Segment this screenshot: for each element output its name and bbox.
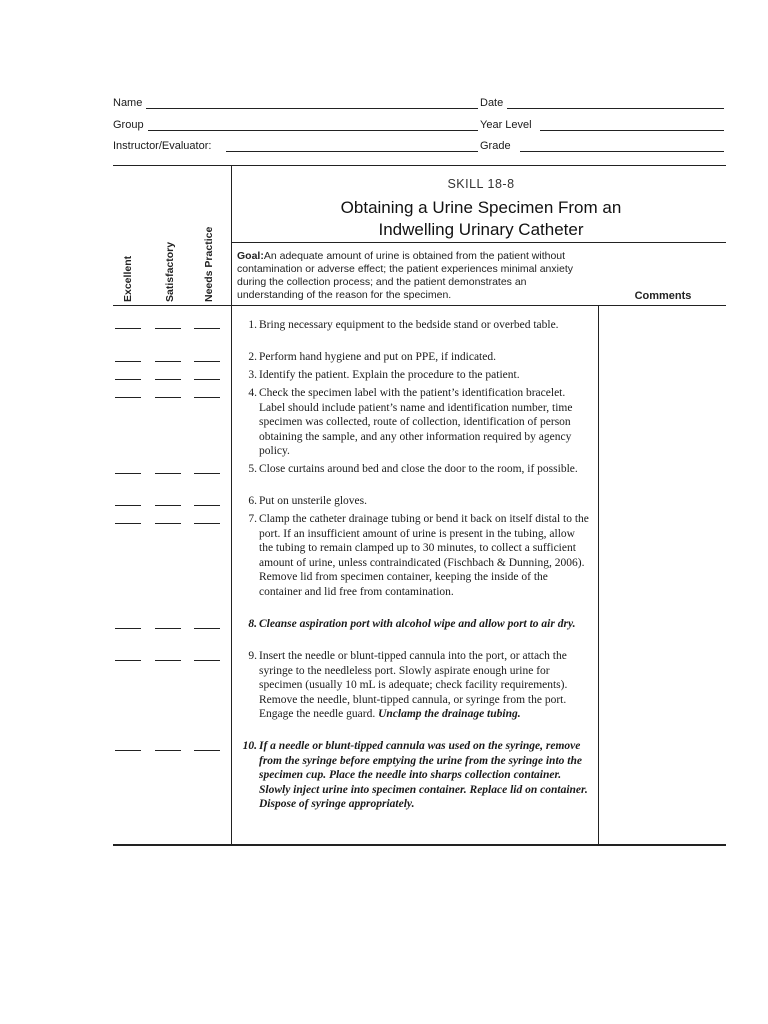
step-number: 6. xyxy=(248,495,257,507)
step-text: Check the specimen label with the patient’s identification bracelet. Label should include patient’s name and identification number, time specimen was collected, route of collection, identification of person obtaining the sample, and any other information required by agency policy. xyxy=(259,387,573,457)
step-text: Put on unsterile gloves. xyxy=(259,495,367,507)
step-4 xyxy=(237,386,589,459)
satisfactory-blank-step-3[interactable] xyxy=(155,379,181,380)
step-text: Identify the patient. Explain the procedure to the patient. xyxy=(259,369,520,381)
needs-practice-blank-step-3[interactable] xyxy=(194,379,220,380)
satisfactory-blank-step-10[interactable] xyxy=(155,750,181,751)
needs-practice-blank-step-4[interactable] xyxy=(194,397,220,398)
comments-divider xyxy=(598,305,599,845)
step-text: If a needle or blunt-tipped cannula was used on the syringe, remove from the syringe before emptying the urine from the syringe into the specimen cup. Place the needle into sharps collection container. Slowly inject urine into specimen container. Replace lid on container. Dispose of syringe appropriately. xyxy=(259,740,588,810)
satisfactory-blank-step-9[interactable] xyxy=(155,660,181,661)
instructor-field[interactable] xyxy=(226,151,478,152)
excellent-blank-step-2[interactable] xyxy=(115,361,141,362)
step-text: Insert the needle or blunt-tipped cannula into the port, or attach the syringe to the needleless port. Slowly aspirate enough urine for specimen (usually 10 mL is adequate; check facility requirements). Remove the needle, blunt-tipped cannula, or syringe from the port. Engage the needle guard. xyxy=(259,650,568,720)
instructor-label: Instructor/Evaluator: xyxy=(113,140,212,152)
name-label: Name xyxy=(113,97,143,109)
satisfactory-blank-step-5[interactable] xyxy=(155,473,181,474)
year-level-label: Year Level xyxy=(480,119,532,131)
satisfactory-blank-step-2[interactable] xyxy=(155,361,181,362)
needs-practice-blank-step-5[interactable] xyxy=(194,473,220,474)
needs-practice-blank-step-8[interactable] xyxy=(194,628,220,629)
excellent-column-label: Excellent xyxy=(122,255,134,302)
step-7 xyxy=(237,512,589,599)
step-9 xyxy=(237,649,589,722)
step-text: Close curtains around bed and close the door to the room, if possible. xyxy=(259,463,578,475)
goal-label: Goal: xyxy=(237,250,264,262)
step-text: Perform hand hygiene and put on PPE, if indicated. xyxy=(259,351,496,363)
comments-header: Comments xyxy=(634,290,692,302)
needs-practice-blank-step-9[interactable] xyxy=(194,660,220,661)
step-8 xyxy=(237,617,589,632)
needs-practice-blank-step-10[interactable] xyxy=(194,750,220,751)
skill-title-line1: Obtaining a Urine Specimen From an xyxy=(340,198,622,217)
grade-field[interactable] xyxy=(520,151,724,152)
title-rule xyxy=(232,242,726,243)
excellent-blank-step-6[interactable] xyxy=(115,505,141,506)
step-number: 2. xyxy=(248,351,257,363)
step-10 xyxy=(237,739,589,812)
satisfactory-blank-step-4[interactable] xyxy=(155,397,181,398)
excellent-blank-step-3[interactable] xyxy=(115,379,141,380)
step-text: Bring necessary equipment to the bedside stand or overbed table. xyxy=(259,319,559,331)
step-2 xyxy=(237,350,589,365)
needs-practice-blank-step-7[interactable] xyxy=(194,523,220,524)
step-3 xyxy=(237,368,589,383)
step-6 xyxy=(237,494,589,509)
step-1 xyxy=(237,318,589,333)
date-label: Date xyxy=(480,97,504,109)
top-rule xyxy=(113,165,726,166)
step-number: 8. xyxy=(248,618,257,630)
step-number: 4. xyxy=(248,387,257,399)
date-field[interactable] xyxy=(507,108,724,109)
goal-statement xyxy=(237,250,589,302)
step-number: 5. xyxy=(248,463,257,475)
satisfactory-blank-step-1[interactable] xyxy=(155,328,181,329)
needs-practice-column-label: Needs Practice xyxy=(203,226,215,302)
step-number: 10. xyxy=(242,740,257,752)
excellent-blank-step-7[interactable] xyxy=(115,523,141,524)
excellent-blank-step-4[interactable] xyxy=(115,397,141,398)
year-level-field[interactable] xyxy=(540,130,724,131)
excellent-blank-step-10[interactable] xyxy=(115,750,141,751)
needs-practice-blank-step-1[interactable] xyxy=(194,328,220,329)
skill-title xyxy=(232,197,730,241)
step-number: 3. xyxy=(248,369,257,381)
step-number: 1. xyxy=(248,319,257,331)
bottom-rule xyxy=(113,844,726,846)
needs-practice-blank-step-6[interactable] xyxy=(194,505,220,506)
step-emphasis: Unclamp the drainage tubing. xyxy=(378,708,521,720)
group-label: Group xyxy=(113,119,144,131)
left-column-divider xyxy=(231,165,232,845)
step-5 xyxy=(237,462,589,477)
excellent-blank-step-9[interactable] xyxy=(115,660,141,661)
goal-text: An adequate amount of urine is obtained from the patient without contamination or adverse effect; the patient experiences minimal anxiety during the collection process; and the patient demonstrates an understanding of the reason for the specimen. xyxy=(237,250,573,301)
step-text: Clamp the catheter drainage tubing or bend it back on itself distal to the port. If an insufficient amount of urine is present in the tubing, allow the tubing to remain clamped up to 30 minutes, to collect a sufficient amount of urine, unless contraindicated (Fischbach & Dunning, 2006). Remove lid from specimen container, keeping the inside of the container and lid free from contamination. xyxy=(259,513,589,598)
skill-title-line2: Indwelling Urinary Catheter xyxy=(378,220,584,239)
step-number: 7. xyxy=(248,513,257,525)
excellent-blank-step-8[interactable] xyxy=(115,628,141,629)
satisfactory-blank-step-8[interactable] xyxy=(155,628,181,629)
step-text: Cleanse aspiration port with alcohol wipe and allow port to air dry. xyxy=(259,618,576,630)
satisfactory-blank-step-7[interactable] xyxy=(155,523,181,524)
skill-number: SKILL 18-8 xyxy=(447,177,515,191)
satisfactory-column-label: Satisfactory xyxy=(164,241,176,302)
satisfactory-blank-step-6[interactable] xyxy=(155,505,181,506)
needs-practice-blank-step-2[interactable] xyxy=(194,361,220,362)
step-number: 9. xyxy=(248,650,257,662)
excellent-blank-step-1[interactable] xyxy=(115,328,141,329)
header-rule xyxy=(113,305,726,306)
name-field[interactable] xyxy=(146,108,478,109)
grade-label: Grade xyxy=(480,140,511,152)
group-field[interactable] xyxy=(148,130,478,131)
excellent-blank-step-5[interactable] xyxy=(115,473,141,474)
